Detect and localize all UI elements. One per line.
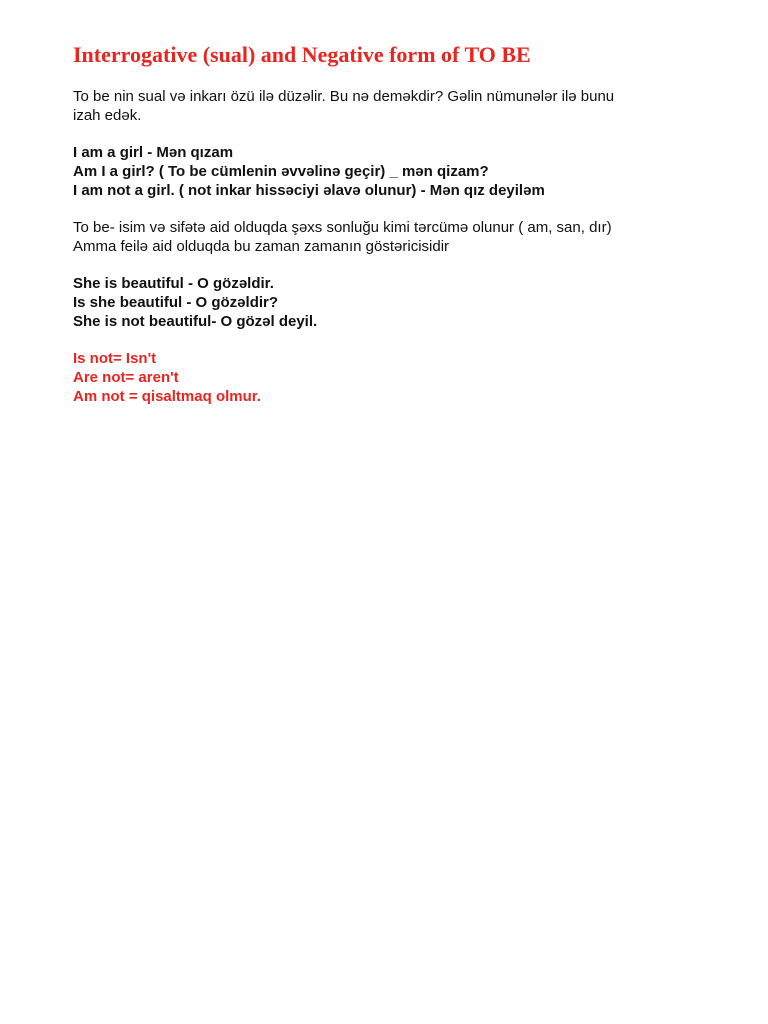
intro-line: izah edək. bbox=[73, 107, 142, 124]
example-line: I am not a girl. ( not inkar hissəciyi əlavə olunur) - Mən qız deyiləm bbox=[73, 182, 545, 199]
contraction-line: Am not = qisaltmaq olmur. bbox=[73, 388, 261, 405]
example-line: She is not beautiful- O gözəl deyil. bbox=[73, 313, 318, 330]
explanation-paragraph bbox=[73, 218, 713, 256]
example-line: Is she beautiful - O gözəldir? bbox=[73, 294, 279, 311]
document-title: Interrogative (sual) and Negative form of TO BE bbox=[73, 42, 531, 67]
contractions-list bbox=[73, 349, 713, 406]
contraction-line: Is not= Isn't bbox=[73, 350, 157, 367]
explanation-line: Amma feilə aid olduqda bu zaman zamanın göstəricisidir bbox=[73, 238, 450, 255]
intro-paragraph bbox=[73, 87, 713, 125]
document-page bbox=[73, 40, 713, 424]
examples-girl bbox=[73, 143, 713, 200]
examples-beautiful bbox=[73, 274, 713, 331]
explanation-line: To be- isim və sifətə aid olduqda şəxs sonluğu kimi tərcümə olunur ( am, san, dır) bbox=[73, 219, 612, 236]
example-line: She is beautiful - O gözəldir. bbox=[73, 275, 274, 292]
example-line: I am a girl - Mən qızam bbox=[73, 144, 234, 161]
contraction-line: Are not= aren't bbox=[73, 369, 179, 386]
intro-line: To be nin sual və inkarı özü ilə düzəlir. Bu nə deməkdir? Gəlin nümunələr ilə bunu bbox=[73, 88, 615, 105]
example-line: Am I a girl? ( To be cümlenin əvvəlinə geçir) _ mən qizam? bbox=[73, 163, 489, 180]
